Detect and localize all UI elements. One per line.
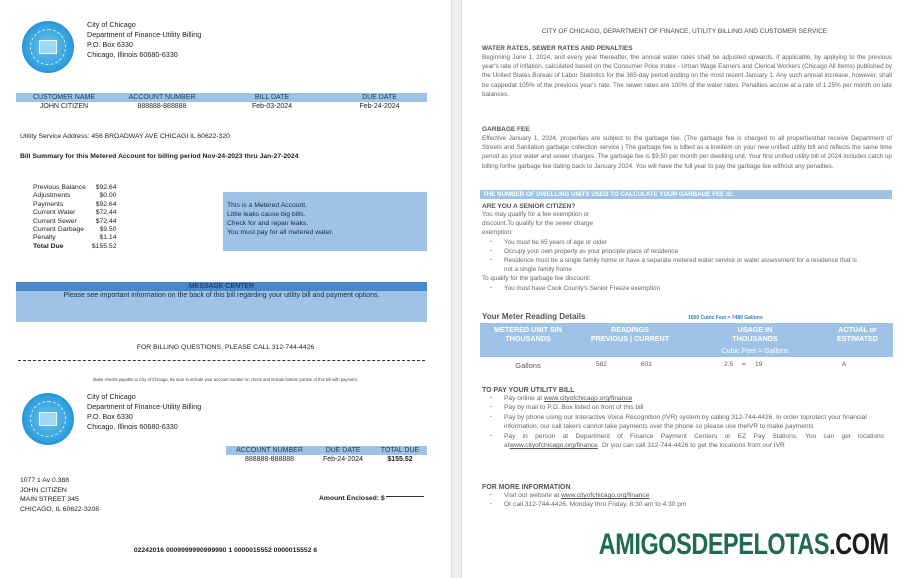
billing-questions-phone: FOR BILLING QUESTIONS, PLEASE CALL 312-744-4426	[136, 344, 315, 351]
summary-row	[33, 184, 116, 192]
sewer-exemption-list	[482, 238, 892, 275]
header-usage-sub: Cubic Feet = Gallons	[721, 346, 789, 355]
water-rates-heading: WATER RATES, SEWER RATES AND PENALTIES	[482, 45, 633, 52]
summary-amount: $72.44	[95, 209, 117, 217]
stub-sender-address	[87, 392, 201, 432]
bill-date-value: Feb-03-2024	[251, 103, 293, 110]
message-center-body	[16, 291, 427, 322]
previous-reading: 582	[596, 361, 607, 368]
list-item	[482, 500, 892, 509]
header-account-number: ACCOUNT NUMBER	[128, 93, 196, 101]
address-line: Department of Finance-Utility Billing	[87, 402, 202, 411]
header-metered-units	[484, 326, 572, 343]
stub-account-number: 888888-888888	[244, 456, 295, 463]
header-actual-estimated	[825, 326, 890, 343]
summary-row-total	[33, 243, 116, 251]
item-text: Pay by phone using our Interactive Voice Recognition (IVR) system by calling 312-744-4426. In order toprotect your financial information, our call takers cannot take payments over the phone so please use theIVR to make payments	[504, 413, 867, 431]
stub-total-due: $155.52	[387, 456, 413, 463]
tear-line-divider	[18, 360, 425, 361]
garbage-discount-intro: To qualify for the garbage fee discount:	[482, 275, 591, 283]
mail-line: JOHN CITIZEN	[20, 486, 67, 494]
water-rates-section	[482, 45, 892, 99]
conversion-note: 1000 Cubic Feet = 7480 Gallons	[688, 315, 763, 321]
summary-row	[33, 192, 116, 200]
watermark-logo	[517, 528, 889, 562]
sender-address	[87, 20, 201, 60]
address-line: City of Chicago	[87, 392, 136, 401]
header-bill-date: BILL DATE	[254, 93, 290, 101]
finance-link[interactable]: www.cityofchicago.org/finance	[543, 395, 633, 402]
summary-amount: $1.14	[99, 234, 117, 242]
garbage-discount-list	[482, 284, 892, 293]
list-item: ▪ Residence must be a single family home or have a separate metered water service or water assessment for a residence that is not a single family home	[482, 256, 892, 274]
message-center-title: MESSAGE CENTER	[188, 283, 255, 290]
payment-scanline: 02242016 0009999990999990 1 0000015552 0000015552 6	[133, 547, 318, 554]
senior-intro-line: discount.To qualify for the sewer charge	[482, 220, 593, 228]
service-address: Utility Service Address: 456 BROADWAY AVE CHICAGI IL 60622-320	[20, 133, 230, 140]
check-payable-note: Make checks payable to City of Chicago, Be sure to include your account number on check and include bottom portion of this bill with payment.	[93, 377, 358, 382]
amount-enclosed-label: Amount Enclosed: $	[319, 495, 385, 502]
dwelling-units-bar	[480, 190, 892, 199]
meter-table-row	[480, 361, 893, 373]
item-text: Visit our website at	[504, 492, 562, 499]
header-line: THOUSANDS	[505, 333, 551, 343]
list-item: ▪ You must have Cook County's Senior Freeze exemption	[482, 284, 892, 293]
usage-cubic-feet: 2.5	[724, 361, 734, 368]
meter-reading-heading: Your Meter Reading Details	[482, 312, 586, 321]
watermark-suffix: .COM	[829, 528, 889, 561]
mail-line: 1077 1 Av 0.388	[20, 477, 70, 484]
back-page-title: CITY OF CHICAGO, DEPARTMENT OF FINANCE, UTILITY BILLING AND CUSTOMER SERVICE	[541, 28, 828, 35]
summary-row	[33, 234, 116, 242]
stub-header-account-number: ACCOUNT NUMBER	[236, 446, 303, 454]
current-reading: 601	[641, 361, 652, 368]
header-readings	[580, 326, 680, 343]
list-item	[482, 413, 884, 432]
item-text: . Or you can call 312-744-4426 to get the locations from our IVR	[597, 442, 785, 450]
customer-name-value: JOHN CITIZEN	[39, 103, 89, 110]
list-item: ▪ You must be 65 years of age or older	[482, 238, 892, 247]
senior-intro-line: You may qualify for a fee exemption or	[482, 211, 590, 218]
list-item	[482, 403, 884, 412]
senior-section	[482, 203, 892, 293]
bill-summary-table	[33, 184, 116, 251]
address-line: Chicago, Illinois 60680-6330	[87, 422, 178, 431]
summary-amount: $72.44	[95, 217, 117, 225]
customer-mailing-address	[20, 476, 99, 514]
summary-amount: $92.64	[95, 200, 117, 208]
dwelling-units-text: THE NUMBER OF DWELLING UNITS USED TO CALCULATE YOUR GARBAGE FEE IS:	[483, 191, 734, 198]
address-line: Department of Finance-Utility Billing	[87, 30, 202, 39]
pay-heading: TO PAY YOUR UTILITY BILL	[482, 387, 575, 394]
actual-or-estimated: A	[842, 361, 847, 368]
meter-unit: Gallons	[515, 361, 541, 370]
amount-enclosed-line[interactable]	[386, 496, 424, 497]
list-item	[482, 432, 884, 451]
senior-heading: ARE YOU A SENIOR CITIZEN?	[482, 203, 576, 210]
watermark-main: AMIGOSDEPELOTAS	[599, 528, 830, 561]
garbage-fee-heading: GARBAGE FEE	[482, 126, 530, 133]
item-text: Pay by mail to P.O. Box listed on front of this bill	[504, 404, 644, 412]
stub-header-due-date: DUE DATE	[325, 446, 361, 454]
metered-account-notice	[223, 192, 427, 251]
bill-front-page	[0, 0, 451, 578]
item-text: Or call 312-744-4426, Monday thru Friday, 8:30 am to 4:30 pm	[504, 501, 687, 509]
header-line: USAGE IN	[737, 325, 773, 334]
summary-label: Current Water	[33, 209, 76, 217]
garbage-fee-text: Effective January 1, 2024, properties are subject to the garbage fee. (The garbage fee is charged to all propertiesthat receive Department of Streets and Sanitation garbage collection service.) The garbage fee is billed as a lineitem on your new unified utility bill and reflects the same time period as your water and sewer charges. The garbage fee is $9.50 per month per dwelling unit. Your first unified utility bill of 2024 includes catch up billing forthe garbage fee dating back to January 2024. You will have the full year to pay the garbage fee without any penalties.	[482, 135, 892, 170]
notice-line: This is a Metered Account.	[227, 202, 308, 209]
city-seal-icon	[22, 21, 74, 73]
header-line: ESTIMATED	[837, 333, 878, 343]
more-info-section	[482, 484, 892, 510]
page-gutter	[451, 0, 462, 578]
summary-row	[33, 201, 116, 209]
summary-row	[33, 209, 116, 217]
summary-row	[33, 218, 116, 226]
header-line: ACTUAL or	[838, 325, 877, 334]
due-date-value: Feb-24-2024	[359, 103, 400, 110]
summary-label: Penalty	[33, 234, 56, 242]
finance-link[interactable]: www.cityofchicago.org/finance	[509, 442, 598, 450]
pay-options-list	[482, 394, 892, 450]
summary-label: Current Sewer	[33, 217, 77, 225]
address-line: Chicago, Illinois 60680-6330	[87, 50, 178, 59]
more-info-list	[482, 491, 892, 510]
mail-line: CHICAGO, IL 60622-3208	[20, 505, 100, 513]
total-due-amount: $155.52	[91, 242, 117, 250]
summary-amount: $9.50	[99, 226, 117, 234]
senior-intro-line: exemption:	[482, 229, 513, 237]
header-customer-name: CUSTOMER NAME	[32, 93, 96, 101]
message-center-header	[16, 282, 427, 291]
bill-summary-title: Bill Summary for this Metered Account for billing period Nov-24-2023 thru Jan-27-2024	[20, 153, 299, 160]
stub-due-date: Feb-24-2024	[322, 456, 364, 463]
amount-enclosed-field[interactable]	[319, 495, 424, 502]
address-line: P.O. Box 6330	[87, 412, 133, 421]
pay-section	[482, 387, 892, 450]
header-line: READINGS	[611, 325, 649, 334]
header-line: THOUSANDS	[732, 333, 778, 343]
list-item: ▪ Occupy your own property as your principle place of residence	[482, 247, 892, 256]
list-item	[482, 491, 892, 500]
usage-gallons: 19	[755, 361, 763, 368]
finance-link[interactable]: www.cityofchicago.org/finance	[561, 492, 650, 499]
mail-line: MAIN STREET 345	[20, 496, 79, 503]
summary-amount: $0.00	[99, 192, 117, 200]
header-due-date: DUE DATE	[362, 93, 397, 101]
bill-back-page	[462, 0, 907, 578]
list-item	[482, 394, 884, 403]
summary-label: Payments	[33, 200, 64, 208]
summary-amount: $92.64	[95, 184, 117, 191]
header-usage	[695, 326, 815, 343]
notice-line: You must pay for all metered water.	[227, 229, 334, 236]
item-text: Pay in person at Department of Finance Payment Centers or EZ Pay Stations. You can get locations at	[504, 432, 884, 450]
summary-label: Current Garbage	[33, 226, 85, 234]
address-line: P.O. Box 6330	[87, 40, 133, 49]
summary-row	[33, 226, 116, 234]
city-seal-icon-stub	[22, 393, 74, 445]
address-line: City of Chicago	[87, 20, 136, 29]
more-info-heading: FOR MORE INFORMATION	[482, 484, 571, 491]
equals-sign: =	[742, 361, 746, 368]
account-number-value: 888888-888888	[137, 103, 187, 110]
notice-line: Check for and repair leaks.	[227, 220, 309, 227]
stub-header-total-due: TOTAL DUE	[380, 446, 420, 454]
summary-label: Previous Balance	[33, 184, 86, 191]
message-center-text: Please see important information on the back of this bill regarding your utility bill and payment options.	[63, 292, 380, 299]
header-line: PREVIOUS | CURRENT	[590, 333, 670, 343]
water-rates-text: Beginning June 1, 2024, and every year thereafter, the annual water rates shall be adjusted upwards, if applicable, by applying to the previous year's rate of inflation, calculated based on the Consumer Price Index - Urban Wage Earners and Clerical Workers (Chicago All Items) published by the United States Bureau of Labor Statistics for the 365-day period ending on the most recent January 1. Any such annual increase, however, shall be cappedat 105% of the previous year's rate. The sewer rates are 100% of the water rates. Penalties accrue at a rate of 1.25% per month on late balances.	[482, 54, 892, 98]
notice-line: Little leaks cause big bills.	[227, 211, 306, 218]
total-due-label: Total Due	[33, 242, 64, 250]
item-text: Pay online at	[504, 395, 544, 402]
meter-table-header	[480, 323, 893, 357]
header-line: METERED UNIT SIN	[494, 325, 562, 334]
garbage-fee-section	[482, 126, 892, 171]
summary-label: Adjustments	[33, 192, 71, 200]
